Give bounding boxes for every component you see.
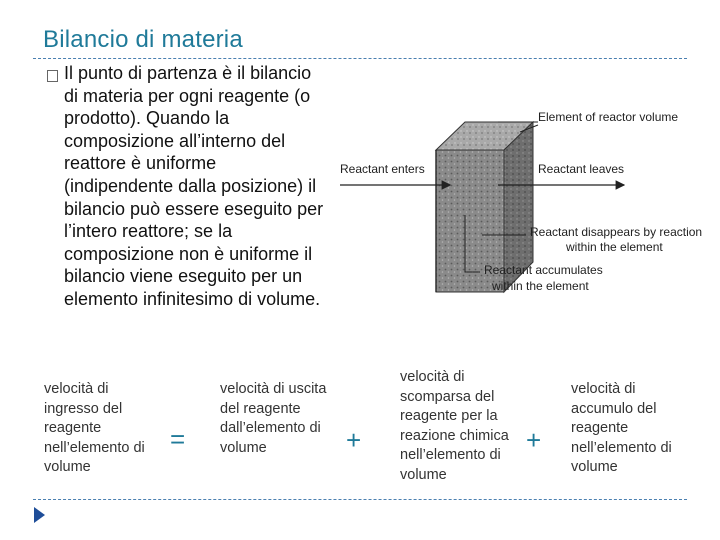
term-outflow: velocità di uscita del reagente dall’elemento di volume — [220, 381, 327, 456]
term-inflow: velocità di ingresso del reagente nell’elemento di volume — [44, 381, 145, 475]
nav-arrow-icon[interactable] — [34, 507, 45, 523]
bottom-divider — [33, 499, 687, 500]
plus-operator-1: + — [346, 425, 362, 455]
label-element-volume: Element of reactor volume — [538, 110, 679, 124]
label-accumulates-line1: Reactant accumulates — [484, 263, 603, 277]
term-accumulation: velocità di accumulo del reagente nell’elemento di volume — [571, 381, 672, 475]
label-accumulates-line2: within the element — [492, 279, 589, 293]
equals-operator: = — [170, 424, 186, 454]
label-reactant-enters: Reactant enters — [340, 162, 425, 176]
label-reactant-leaves: Reactant leaves — [538, 162, 625, 176]
slide-title: Bilancio di materia — [43, 26, 243, 53]
bullet-text: Il punto di partenza è il bilancio di materia per ogni reagente (o prodotto). Quando la composizione all’interno del reattore è uniforme (indipendente dalla posizione) il bilancio può essere eseguito per l’intero reattore; se la composizione non è uniforme il bilancio viene eseguito per un elemento infinitesimo di volume. — [64, 63, 324, 309]
label-disappears-line1: Reactant disappears by reaction — [530, 225, 703, 239]
bullet-box-icon — [47, 70, 58, 82]
term-reaction: velocità di scomparsa del reagente per la reazione chimica nell’elemento di volume — [400, 369, 509, 483]
top-divider — [33, 58, 687, 59]
reactor-element-diagram — [330, 100, 710, 300]
label-disappears-line2: within the element — [566, 240, 663, 254]
plus-operator-2: + — [526, 425, 542, 455]
